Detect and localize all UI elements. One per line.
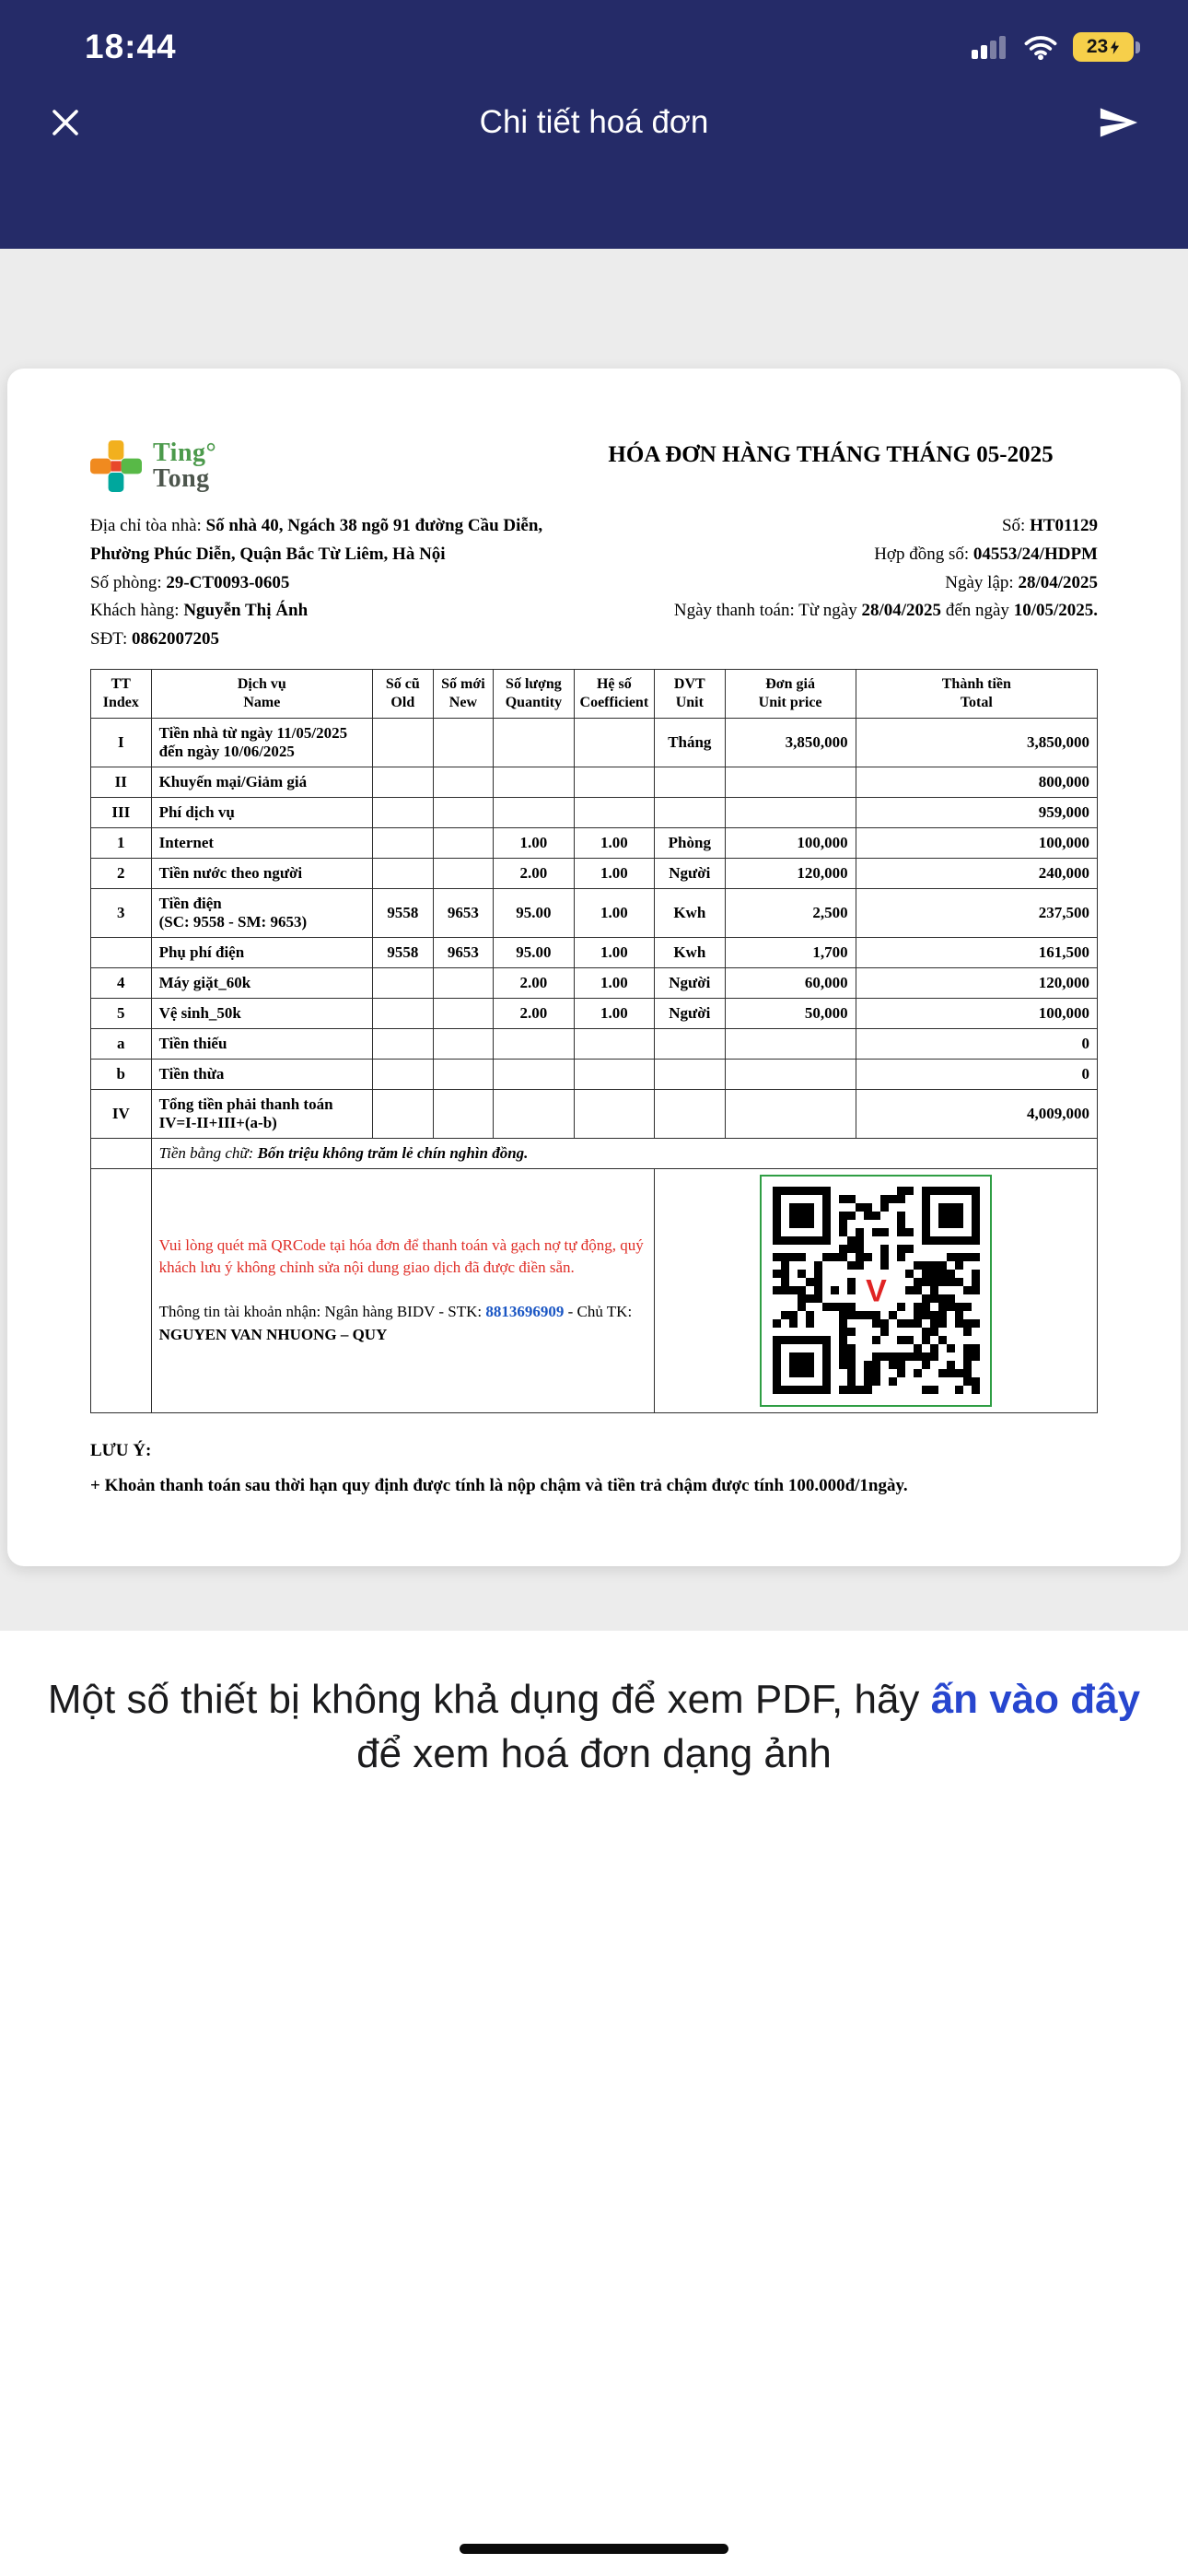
invoice-row: b Tiền thừa 0 bbox=[91, 1059, 1098, 1089]
wifi-icon bbox=[1023, 34, 1058, 60]
address-line1: Địa chỉ tòa nhà: Số nhà 40, Ngách 38 ngõ 91 đường Cầu Diễn, bbox=[90, 516, 543, 535]
address-line2: Phường Phúc Diễn, Quận Bắc Từ Liêm, Hà Nội bbox=[90, 544, 446, 564]
qr-instructions-cell bbox=[151, 1168, 654, 1412]
account-holder: NGUYEN VAN NHUONG – QUY bbox=[158, 1326, 388, 1344]
close-button[interactable] bbox=[48, 105, 83, 140]
pdf-viewer[interactable] bbox=[0, 249, 1188, 1631]
status-bar bbox=[0, 0, 1188, 66]
send-icon bbox=[1098, 105, 1140, 140]
column-header: Thành tiền Total bbox=[856, 669, 1097, 718]
tingtong-logo bbox=[90, 435, 216, 492]
column-header: Số lượng Quantity bbox=[494, 669, 574, 718]
tingtong-logo-icon bbox=[90, 440, 142, 492]
invoice-row: IV Tổng tiền phải thanh toán IV=I-II+III+(a-b) 4,009,000 bbox=[91, 1089, 1098, 1138]
amount-in-words-row bbox=[91, 1138, 1098, 1168]
nav-bar bbox=[0, 66, 1188, 140]
qr-code-cell bbox=[655, 1168, 1098, 1412]
invoice-number: Số: HT01129 bbox=[1001, 516, 1098, 535]
column-header: Số mới New bbox=[433, 669, 494, 718]
invoice-row: 1 Internet 1.00 1.00 Phòng 100,000 100,000 bbox=[91, 827, 1098, 858]
invoice-row: a Tiền thiếu 0 bbox=[91, 1028, 1098, 1059]
invoice-row: Phụ phí điện 9558 9653 95.00 1.00 Kwh 1,700 161,500 bbox=[91, 937, 1098, 967]
qr-section-row bbox=[91, 1168, 1098, 1412]
invoice-row: 5 Vệ sinh_50k 2.00 1.00 Người 50,000 100,000 bbox=[91, 998, 1098, 1028]
status-time: 18:44 bbox=[85, 28, 177, 65]
logo-text-line2: Tong bbox=[153, 464, 210, 493]
logo-text-line1: Ting° bbox=[153, 439, 217, 467]
invoice-row: I Tiền nhà từ ngày 11/05/2025 đến ngày 10/06/2025 Tháng 3,850,000 3,850,000 bbox=[91, 718, 1098, 767]
account-number: 8813696909 bbox=[485, 1302, 565, 1320]
notes-line1: + Khoản thanh toán sau thời hạn quy định được tính là nộp chậm và tiền trả chậm được tính 100.000đ/1ngày. bbox=[90, 1475, 908, 1495]
invoice-row: 2 Tiền nước theo người 2.00 1.00 Người 120,000 240,000 bbox=[91, 858, 1098, 888]
fallback-notice: Một số thiết bị không khả dụng để xem PDF, hãy ấn vào đây để xem hoá đơn dạng ảnh bbox=[47, 1677, 1141, 1777]
close-icon bbox=[48, 105, 83, 140]
invoice-title: HÓA ĐƠN HÀNG THÁNG THÁNG 05-2025 bbox=[608, 442, 1054, 467]
account-info: Thông tin tài khoản nhận: Ngân hàng BIDV - STK: 8813696909 - Chủ TK: NGUYEN VAN NHUONG – QUY bbox=[158, 1302, 633, 1344]
invoice-page bbox=[7, 369, 1181, 1566]
page-title: Chi tiết hoá đơn bbox=[479, 104, 709, 140]
battery-icon bbox=[1073, 32, 1140, 62]
invoice-table-head-row bbox=[91, 669, 1098, 718]
issue-date: Ngày lập: 28/04/2025 bbox=[945, 572, 1098, 592]
qr-warning-text: Vui lòng quét mã QRCode tại hóa đơn để thanh toán và gạch nợ tự động, quý khách lưu ý không chỉnh sửa nội dung giao dịch đã được điền sẵn. bbox=[158, 1235, 644, 1277]
invoice-table-body bbox=[91, 718, 1098, 1138]
customer-name: Khách hàng: Nguyễn Thị Ánh bbox=[90, 601, 309, 621]
status-icons bbox=[972, 32, 1140, 62]
view-image-link[interactable]: ấn vào đây bbox=[930, 1677, 1141, 1722]
app-header bbox=[0, 0, 1188, 249]
column-header: Hệ số Coefficient bbox=[574, 669, 654, 718]
column-header: Dịch vụ Name bbox=[151, 669, 372, 718]
column-header: Đơn giá Unit price bbox=[725, 669, 856, 718]
invoice-row: II Khuyến mại/Giảm giá 800,000 bbox=[91, 767, 1098, 797]
invoice-row: 4 Máy giặt_60k 2.00 1.00 Người 60,000 120,000 bbox=[91, 967, 1098, 998]
invoice-row: III Phí dịch vụ 959,000 bbox=[91, 797, 1098, 827]
payment-period: Ngày thanh toán: Từ ngày 28/04/2025 đến ngày 10/05/2025. bbox=[673, 601, 1098, 621]
room-number: Số phòng: 29-CT0093-0605 bbox=[90, 572, 290, 592]
home-indicator[interactable] bbox=[460, 2544, 728, 2554]
invoice-notes bbox=[90, 1441, 1098, 1496]
invoice-row: 3 Tiền điện (SC: 9558 - SM: 9653) 9558 9653 95.00 1.00 Kwh 2,500 237,500 bbox=[91, 888, 1098, 937]
svg-text:V: V bbox=[865, 1273, 887, 1309]
invoice-table bbox=[90, 669, 1098, 1413]
amount-in-words: Tiền bằng chữ: Bốn triệu không trăm lẻ chín nghìn đồng. bbox=[151, 1138, 1097, 1168]
phone-number: SĐT: 0862007205 bbox=[90, 629, 219, 650]
notes-title: LƯU Ý: bbox=[90, 1440, 152, 1460]
battery-percent: 23 bbox=[1086, 36, 1109, 57]
cellular-signal-icon bbox=[972, 34, 1008, 60]
charging-bolt-icon bbox=[1110, 40, 1120, 55]
column-header: TT Index bbox=[91, 669, 152, 718]
qr-code bbox=[760, 1175, 992, 1407]
send-button[interactable] bbox=[1098, 105, 1140, 140]
column-header: Số cũ Old bbox=[373, 669, 434, 718]
column-header: DVT Unit bbox=[655, 669, 726, 718]
contract-number: Hợp đồng số: 04553/24/HDPM bbox=[874, 544, 1098, 564]
invoice-info bbox=[90, 512, 1098, 654]
